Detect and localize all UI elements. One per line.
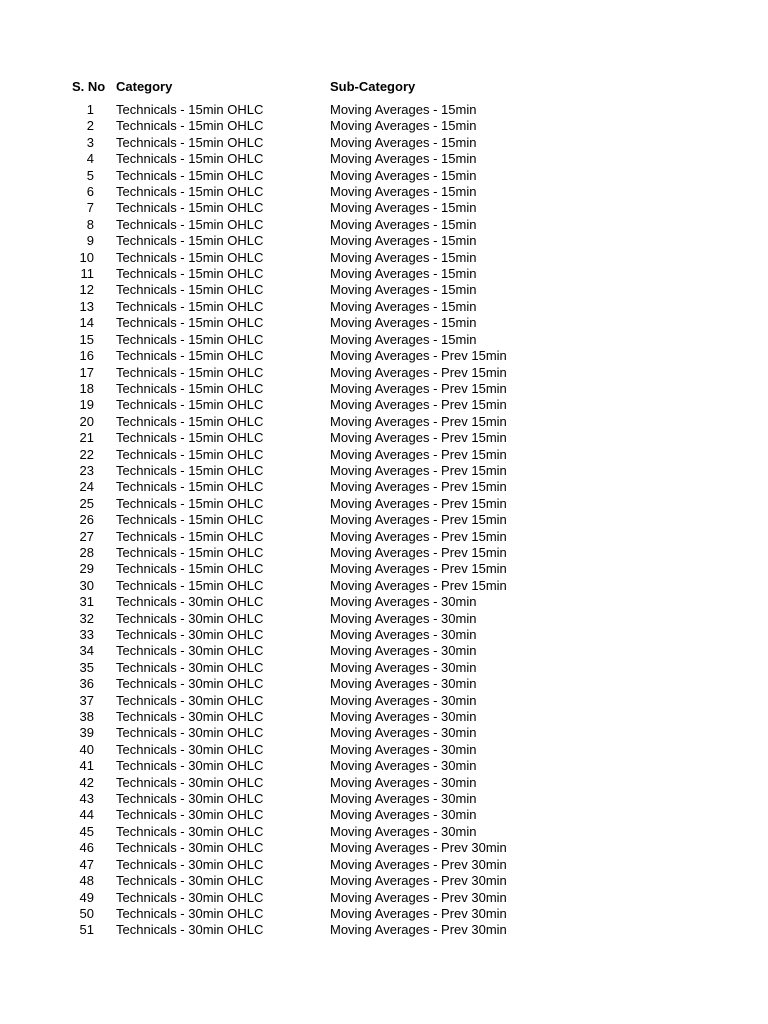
cell-category: Technicals - 15min OHLC xyxy=(116,380,264,396)
cell-subcategory: Moving Averages - Prev 15min xyxy=(330,577,507,593)
table-row xyxy=(0,397,768,413)
table-row xyxy=(0,660,768,676)
cell-sno: 51 xyxy=(79,922,94,938)
table-row xyxy=(0,512,768,528)
table-row xyxy=(0,758,768,774)
table-row xyxy=(0,873,768,889)
cell-subcategory: Moving Averages - 30min xyxy=(330,709,477,725)
cell-category: Technicals - 30min OHLC xyxy=(116,627,264,642)
cell-sno: 28 xyxy=(79,544,94,560)
header-category: Category xyxy=(116,79,173,94)
cell-sno: 37 xyxy=(79,692,94,708)
table-row xyxy=(0,447,768,463)
cell-category: Technicals - 15min OHLC xyxy=(116,364,264,380)
cell-subcategory: Moving Averages - 30min xyxy=(330,692,477,708)
cell-category: Technicals - 15min OHLC xyxy=(116,282,264,298)
table-row xyxy=(0,890,768,906)
cell-subcategory: Moving Averages - Prev 30min xyxy=(330,856,507,872)
cell-category: Technicals - 30min OHLC xyxy=(116,791,264,807)
cell-subcategory: Moving Averages - 15min xyxy=(330,167,477,183)
cell-category: Technicals - 30min OHLC xyxy=(116,643,264,659)
cell-sno: 40 xyxy=(79,741,94,757)
cell-category: Technicals - 15min OHLC xyxy=(116,413,264,429)
cell-sno: 31 xyxy=(79,594,94,610)
cell-subcategory: Moving Averages - Prev 30min xyxy=(330,873,507,889)
table-row xyxy=(0,627,768,643)
cell-subcategory: Moving Averages - 15min xyxy=(330,249,477,265)
cell-sno: 39 xyxy=(79,725,94,741)
table-row xyxy=(0,381,768,397)
table-row xyxy=(0,348,768,364)
cell-category: Technicals - 15min OHLC xyxy=(116,249,264,265)
cell-sno: 23 xyxy=(79,462,94,478)
table-row xyxy=(0,414,768,430)
cell-sno: 9 xyxy=(86,233,94,249)
cell-category: Technicals - 30min OHLC xyxy=(116,692,264,708)
cell-category: Technicals - 15min OHLC xyxy=(116,151,264,167)
cell-sno: 1 xyxy=(86,102,94,117)
cell-category: Technicals - 15min OHLC xyxy=(116,200,264,216)
table-row xyxy=(0,332,768,348)
cell-subcategory: Moving Averages - 30min xyxy=(330,791,477,807)
cell-sno: 20 xyxy=(79,413,94,429)
cell-category: Technicals - 15min OHLC xyxy=(116,102,264,117)
cell-category: Technicals - 30min OHLC xyxy=(116,725,264,741)
header-subcategory: Sub-Category xyxy=(330,79,416,94)
cell-sno: 13 xyxy=(79,298,94,314)
table-row xyxy=(0,529,768,545)
cell-sno: 45 xyxy=(79,823,94,839)
cell-sno: 26 xyxy=(79,512,94,528)
cell-subcategory: Moving Averages - 15min xyxy=(330,233,477,249)
cell-subcategory: Moving Averages - Prev 15min xyxy=(330,446,507,462)
cell-subcategory: Moving Averages - 15min xyxy=(330,102,477,117)
table-row xyxy=(0,807,768,823)
table-row xyxy=(0,496,768,512)
table-row xyxy=(0,168,768,184)
cell-subcategory: Moving Averages - 15min xyxy=(330,118,477,134)
cell-category: Technicals - 15min OHLC xyxy=(116,430,264,446)
table-row xyxy=(0,840,768,856)
cell-subcategory: Moving Averages - Prev 15min xyxy=(330,528,507,544)
cell-sno: 4 xyxy=(86,151,94,167)
cell-sno: 24 xyxy=(79,479,94,495)
cell-subcategory: Moving Averages - 15min xyxy=(330,184,477,200)
cell-subcategory: Moving Averages - Prev 15min xyxy=(330,397,507,413)
cell-subcategory: Moving Averages - Prev 15min xyxy=(330,348,507,364)
table-row xyxy=(0,922,768,938)
cell-sno: 11 xyxy=(80,266,94,282)
cell-subcategory: Moving Averages - Prev 30min xyxy=(330,905,507,921)
cell-sno: 33 xyxy=(79,627,94,642)
cell-sno: 30 xyxy=(79,577,94,593)
cell-category: Technicals - 15min OHLC xyxy=(116,216,264,232)
table-row xyxy=(0,611,768,627)
cell-category: Technicals - 15min OHLC xyxy=(116,233,264,249)
table-row xyxy=(0,315,768,331)
cell-sno: 7 xyxy=(86,200,94,216)
cell-subcategory: Moving Averages - 30min xyxy=(330,807,477,823)
cell-sno: 32 xyxy=(79,610,94,626)
cell-sno: 49 xyxy=(79,889,94,905)
cell-subcategory: Moving Averages - 15min xyxy=(330,282,477,298)
table-row xyxy=(0,676,768,692)
cell-subcategory: Moving Averages - Prev 15min xyxy=(330,544,507,560)
cell-sno: 8 xyxy=(86,216,94,232)
cell-category: Technicals - 15min OHLC xyxy=(116,495,264,511)
cell-subcategory: Moving Averages - 30min xyxy=(330,758,477,774)
table-row xyxy=(0,578,768,594)
cell-subcategory: Moving Averages - Prev 15min xyxy=(330,364,507,380)
table-row xyxy=(0,233,768,249)
table-row xyxy=(0,217,768,233)
table-row xyxy=(0,824,768,840)
cell-subcategory: Moving Averages - 30min xyxy=(330,659,477,675)
cell-sno: 38 xyxy=(79,709,94,725)
cell-category: Technicals - 30min OHLC xyxy=(116,889,264,905)
table-row xyxy=(0,709,768,725)
table-row xyxy=(0,135,768,151)
cell-sno: 16 xyxy=(79,348,94,364)
cell-category: Technicals - 15min OHLC xyxy=(116,184,264,200)
cell-subcategory: Moving Averages - 15min xyxy=(330,315,477,331)
cell-sno: 3 xyxy=(86,134,94,150)
cell-category: Technicals - 15min OHLC xyxy=(116,298,264,314)
cell-sno: 14 xyxy=(79,315,94,331)
cell-subcategory: Moving Averages - Prev 15min xyxy=(330,512,507,528)
table-row xyxy=(0,266,768,282)
cell-sno: 25 xyxy=(79,495,94,511)
cell-subcategory: Moving Averages - Prev 15min xyxy=(330,380,507,396)
cell-subcategory: Moving Averages - 30min xyxy=(330,725,477,741)
cell-subcategory: Moving Averages - 30min xyxy=(330,627,477,642)
cell-subcategory: Moving Averages - 15min xyxy=(330,298,477,314)
cell-sno: 5 xyxy=(86,167,94,183)
cell-sno: 12 xyxy=(79,282,94,298)
cell-category: Technicals - 30min OHLC xyxy=(116,774,264,790)
table-row xyxy=(0,857,768,873)
cell-subcategory: Moving Averages - Prev 30min xyxy=(330,840,507,856)
cell-subcategory: Moving Averages - Prev 15min xyxy=(330,413,507,429)
cell-sno: 18 xyxy=(79,380,94,396)
cell-subcategory: Moving Averages - Prev 15min xyxy=(330,479,507,495)
cell-category: Technicals - 30min OHLC xyxy=(116,807,264,823)
cell-category: Technicals - 15min OHLC xyxy=(116,512,264,528)
cell-subcategory: Moving Averages - 15min xyxy=(330,200,477,216)
cell-subcategory: Moving Averages - 15min xyxy=(330,134,477,150)
cell-subcategory: Moving Averages - 15min xyxy=(330,331,477,347)
table-row xyxy=(0,479,768,495)
cell-category: Technicals - 30min OHLC xyxy=(116,856,264,872)
cell-sno: 6 xyxy=(86,184,94,200)
cell-subcategory: Moving Averages - Prev 15min xyxy=(330,561,507,577)
cell-sno: 48 xyxy=(79,873,94,889)
table-row xyxy=(0,250,768,266)
cell-category: Technicals - 30min OHLC xyxy=(116,610,264,626)
table-row xyxy=(0,594,768,610)
cell-subcategory: Moving Averages - 15min xyxy=(330,151,477,167)
cell-sno: 22 xyxy=(79,446,94,462)
cell-sno: 35 xyxy=(79,659,94,675)
cell-subcategory: Moving Averages - Prev 30min xyxy=(330,922,507,938)
table-row xyxy=(0,725,768,741)
cell-sno: 29 xyxy=(79,561,94,577)
cell-subcategory: Moving Averages - 30min xyxy=(330,594,477,610)
table-row xyxy=(0,791,768,807)
table-row xyxy=(0,299,768,315)
cell-sno: 46 xyxy=(79,840,94,856)
table-body xyxy=(0,102,768,939)
table-row xyxy=(0,742,768,758)
cell-sno: 21 xyxy=(79,430,94,446)
cell-category: Technicals - 30min OHLC xyxy=(116,659,264,675)
table-row xyxy=(0,200,768,216)
table-row xyxy=(0,430,768,446)
cell-sno: 34 xyxy=(79,643,94,659)
table-row xyxy=(0,906,768,922)
cell-sno: 41 xyxy=(79,758,94,774)
cell-category: Technicals - 15min OHLC xyxy=(116,528,264,544)
cell-category: Technicals - 15min OHLC xyxy=(116,577,264,593)
cell-category: Technicals - 15min OHLC xyxy=(116,446,264,462)
cell-sno: 44 xyxy=(79,807,94,823)
table-row xyxy=(0,282,768,298)
cell-category: Technicals - 30min OHLC xyxy=(116,709,264,725)
cell-category: Technicals - 30min OHLC xyxy=(116,905,264,921)
cell-category: Technicals - 15min OHLC xyxy=(116,544,264,560)
cell-category: Technicals - 15min OHLC xyxy=(116,134,264,150)
cell-category: Technicals - 15min OHLC xyxy=(116,331,264,347)
cell-subcategory: Moving Averages - Prev 15min xyxy=(330,430,507,446)
cell-category: Technicals - 30min OHLC xyxy=(116,594,264,610)
cell-subcategory: Moving Averages - 30min xyxy=(330,676,477,692)
cell-sno: 15 xyxy=(79,331,94,347)
cell-category: Technicals - 15min OHLC xyxy=(116,462,264,478)
header-sno: S. No xyxy=(72,79,106,94)
cell-category: Technicals - 15min OHLC xyxy=(116,561,264,577)
table-row xyxy=(0,184,768,200)
cell-subcategory: Moving Averages - 30min xyxy=(330,823,477,839)
cell-category: Technicals - 30min OHLC xyxy=(116,676,264,692)
cell-category: Technicals - 30min OHLC xyxy=(116,840,264,856)
table-row xyxy=(0,102,768,118)
cell-subcategory: Moving Averages - 15min xyxy=(330,266,477,282)
cell-sno: 47 xyxy=(79,856,94,872)
cell-category: Technicals - 15min OHLC xyxy=(116,348,264,364)
cell-category: Technicals - 30min OHLC xyxy=(116,922,264,938)
cell-sno: 27 xyxy=(79,528,94,544)
cell-subcategory: Moving Averages - 15min xyxy=(330,216,477,232)
cell-sno: 43 xyxy=(79,791,94,807)
cell-sno: 2 xyxy=(86,118,94,134)
cell-category: Technicals - 30min OHLC xyxy=(116,873,264,889)
table-row xyxy=(0,365,768,381)
cell-sno: 42 xyxy=(79,774,94,790)
table-row xyxy=(0,151,768,167)
cell-sno: 19 xyxy=(79,397,94,413)
cell-subcategory: Moving Averages - Prev 15min xyxy=(330,462,507,478)
cell-sno: 10 xyxy=(79,249,94,265)
cell-category: Technicals - 15min OHLC xyxy=(116,315,264,331)
cell-category: Technicals - 15min OHLC xyxy=(116,479,264,495)
cell-subcategory: Moving Averages - Prev 15min xyxy=(330,495,507,511)
table-row xyxy=(0,775,768,791)
cell-sno: 36 xyxy=(79,676,94,692)
table-row xyxy=(0,693,768,709)
table-header xyxy=(0,78,768,96)
cell-category: Technicals - 15min OHLC xyxy=(116,266,264,282)
cell-subcategory: Moving Averages - 30min xyxy=(330,741,477,757)
table-row xyxy=(0,463,768,479)
cell-category: Technicals - 30min OHLC xyxy=(116,823,264,839)
table-row xyxy=(0,118,768,134)
cell-subcategory: Moving Averages - 30min xyxy=(330,774,477,790)
cell-category: Technicals - 30min OHLC xyxy=(116,741,264,757)
cell-category: Technicals - 15min OHLC xyxy=(116,167,264,183)
cell-subcategory: Moving Averages - 30min xyxy=(330,643,477,659)
cell-category: Technicals - 30min OHLC xyxy=(116,758,264,774)
table-row xyxy=(0,643,768,659)
table-row xyxy=(0,545,768,561)
cell-subcategory: Moving Averages - 30min xyxy=(330,610,477,626)
cell-category: Technicals - 15min OHLC xyxy=(116,118,264,134)
table-row xyxy=(0,561,768,577)
data-table xyxy=(0,78,768,938)
cell-category: Technicals - 15min OHLC xyxy=(116,397,264,413)
cell-sno: 17 xyxy=(79,364,94,380)
cell-subcategory: Moving Averages - Prev 30min xyxy=(330,889,507,905)
cell-sno: 50 xyxy=(79,905,94,921)
